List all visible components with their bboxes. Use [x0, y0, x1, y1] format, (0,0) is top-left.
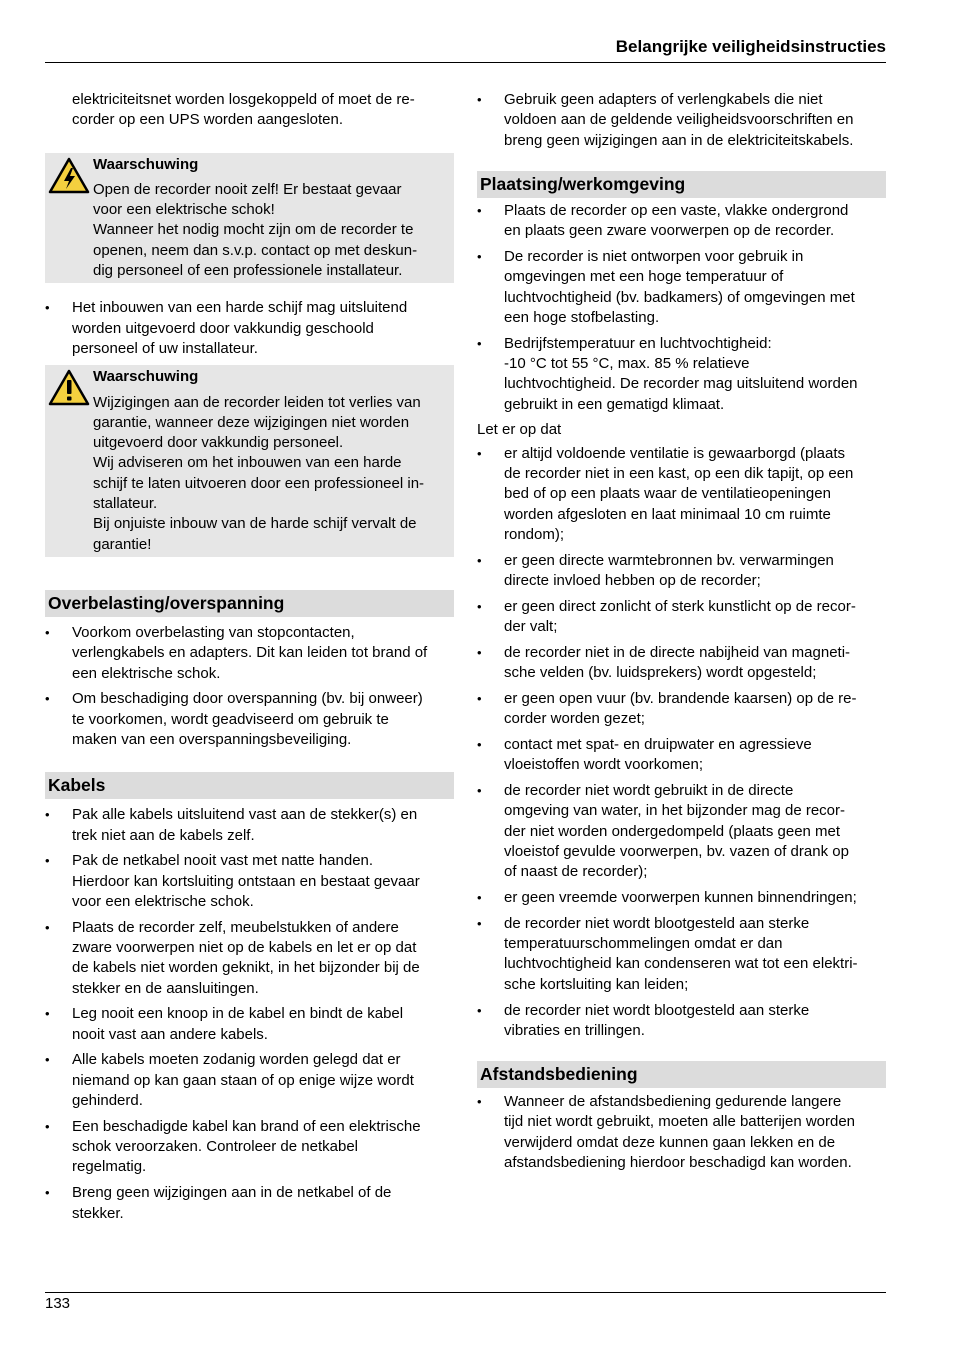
warning-text: Wijzigingen aan de recorder leiden tot verlies van garantie, wanneer deze wijzigingen niet worden uitgevoerd door vakkundig personeel. Wij adviseren om het inbouwen van een harde schijf te laten uitvoeren door een professioneel in- stallateur. Bij onjuiste inbouw van de harde schijf vervalt de garantie! — [93, 393, 425, 553]
list-item: • Bedrijfstemperatuur en luchtvochtigheid: -10 °C tot 55 °C, max. 85 % relatieve luchtvochtigheid. De recorder mag uitsluitend worden gebruikt in een gematigd klimaat. — [477, 334, 886, 415]
list-item: • Gebruik geen adapters of verlengkabels die niet voldoen aan de geldende veiligheidsvoorschriften en breng geen wijzigingen aan in de elektriciteitskabels. — [477, 90, 886, 151]
list-item: • Plaats de recorder op een vaste, vlakke ondergrond en plaats geen zware voorwerpen op de recorder. — [477, 201, 886, 242]
placement-note: Let er op dat — [477, 421, 562, 439]
list-item: • er geen directe warmtebronnen bv. verwarmingen directe invloed hebben op de recorder; — [477, 551, 886, 592]
list-item: • de recorder niet in de directe nabijheid van magneti- sche velden (bv. luidsprekers) wordt opgesteld; — [477, 643, 886, 684]
adapters-list — [477, 90, 886, 151]
list-item: • er altijd voldoende ventilatie is gewaarborgd (plaats de recorder niet in een kast, op een dik tapijt, op een bed of op een plaats waar de ventilatieopeningen worden afgesloten en laat minimaal 10 cm ruimte rondom); — [477, 444, 886, 545]
cables-list — [45, 805, 454, 1224]
list-item: • Het inbouwen van een harde schijf mag uitsluitend worden uitgevoerd door vakkundig geschoold personeel of uw installateur. — [45, 298, 454, 359]
intro-paragraph: elektriciteitsnet worden losgekoppeld of moet de re- corder op een UPS worden aangesloten. — [72, 91, 415, 129]
list-item: • de recorder niet wordt blootgesteld aan sterke vibraties en trillingen. — [477, 1001, 886, 1042]
section-heading-cables: Kabels — [45, 772, 454, 799]
list-item: • Breng geen wijzigingen aan in de netkabel of de stekker. — [45, 1183, 454, 1224]
list-item: • er geen open vuur (bv. brandende kaarsen) op de re- corder worden gezet; — [477, 689, 886, 730]
overload-list — [45, 623, 454, 750]
list-item: • contact met spat- en druipwater en agressieve vloeistoffen wordt voorkomen; — [477, 735, 886, 776]
right-column — [477, 90, 886, 1179]
section-heading-overload: Overbelasting/overspanning — [45, 590, 454, 617]
list-item: • de recorder niet wordt blootgesteld aan sterke temperatuurschommelingen omdat er dan luchtvochtigheid kan condenseren wat tot een elektri- sche kortsluiting kan leiden; — [477, 914, 886, 995]
list-item: • De recorder is niet ontworpen voor gebruik in omgevingen met een hoge temperatuur of luchtvochtigheid (bv. badkamers) of omgevingen met een hoge stofbelasting. — [477, 247, 886, 328]
left-column — [45, 90, 454, 1229]
list-item: • Voorkom overbelasting van stopcontacten, verlengkabels en adapters. Dit kan leiden tot brand of een elektrische schok. — [45, 623, 454, 684]
header-rule — [45, 62, 886, 63]
warning-box-warranty — [45, 365, 454, 557]
list-item: • Wanneer de afstandsbediening gedurende langere tijd niet wordt gebruikt, moeten alle batterijen worden verwijderd omdat deze kunnen gaan lekken en de afstandsbediening hierdoor beschadigd kan worden. — [477, 1092, 886, 1173]
list-item: • Alle kabels moeten zodanig worden gelegd dat er niemand op kan gaan staan of op enige wijze wordt gehinderd. — [45, 1050, 454, 1111]
list-item: • er geen direct zonlicht of sterk kunstlicht op de recor- der valt; — [477, 597, 886, 638]
warning-title: Waarschuwing — [93, 368, 199, 386]
section-heading-remote: Afstandsbediening — [477, 1061, 886, 1088]
warning-triangle-lightning-icon — [48, 157, 90, 195]
footer-rule — [45, 1292, 886, 1293]
list-item: • Om beschadiging door overspanning (bv. bij onweer) te voorkomen, wordt geadviseerd om gebruik te maken van een overspanningsbeveiliging. — [45, 689, 454, 750]
list-item: • Plaats de recorder zelf, meubelstukken of andere zware voorwerpen niet op de kabels en let er op dat de kabels niet worden geknikt, in het bijzonder bij de stekker en de aansluitingen. — [45, 918, 454, 999]
warning-text: Open de recorder nooit zelf! Er bestaat gevaar voor een elektrische schok! Wanneer het nodig mocht zijn om de recorder te openen, neem dan s.v.p. contact op met deskun- dig personeel of een professionele installateur. — [93, 180, 418, 280]
warning-triangle-exclamation-icon — [48, 369, 90, 407]
list-item: • de recorder niet wordt gebruikt in de directe omgeving van water, in het bijzonder mag de recor- der niet worden ondergedompeld (plaats geen met vloeistof gevulde voorwerpen, bv. vazen of drank op of naast de recorder); — [477, 781, 886, 882]
placement-list — [477, 201, 886, 415]
page-number: 133 — [45, 1295, 71, 1312]
section-heading-placement: Plaatsing/werkomgeving — [477, 171, 886, 198]
placement-conditions-list — [477, 444, 886, 1042]
page-header-title: Belangrijke veiligheidsinstructies — [615, 37, 886, 56]
hdd-list — [45, 298, 454, 359]
list-item: • Leg nooit een knoop in de kabel en bindt de kabel nooit vast aan andere kabels. — [45, 1004, 454, 1045]
warning-title: Waarschuwing — [93, 155, 199, 173]
remote-list — [477, 1092, 886, 1173]
list-item: • Pak alle kabels uitsluitend vast aan de stekker(s) en trek niet aan de kabels zelf. — [45, 805, 454, 846]
warning-box-electric — [45, 153, 454, 284]
list-item: • Pak de netkabel nooit vast met natte handen. Hierdoor kan kortsluiting ontstaan en bestaat gevaar voor een elektrische schok. — [45, 851, 454, 912]
list-item: • Een beschadigde kabel kan brand of een elektrische schok veroorzaken. Controleer de netkabel regelmatig. — [45, 1117, 454, 1178]
list-item: • er geen vreemde voorwerpen kunnen binnendringen; — [477, 888, 886, 908]
